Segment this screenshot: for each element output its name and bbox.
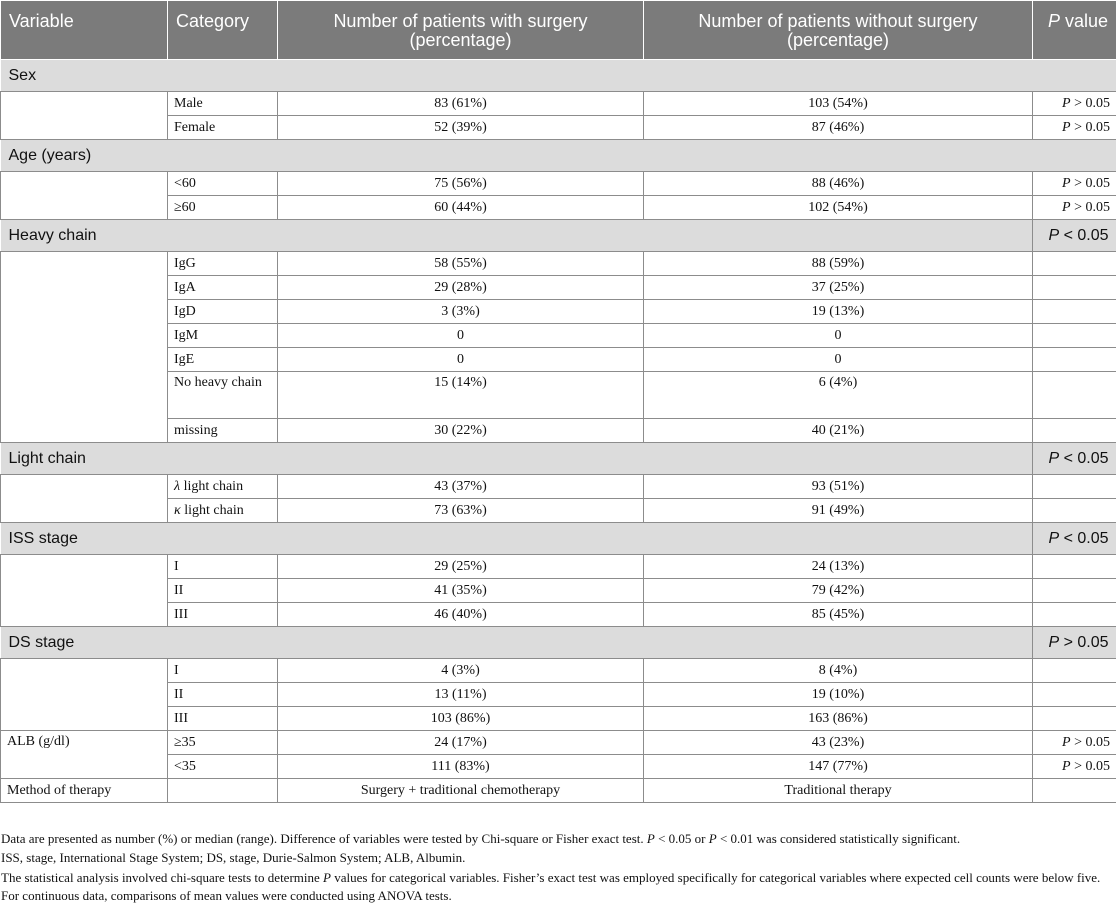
without-surgery-cell: 0 bbox=[644, 348, 1033, 372]
with-surgery-cell: 13 (11%) bbox=[278, 683, 644, 707]
with-surgery-cell: 52 (39%) bbox=[278, 116, 644, 140]
without-surgery-cell: 40 (21%) bbox=[644, 419, 1033, 443]
header-variable: Variable bbox=[1, 1, 168, 60]
with-surgery-cell: 83 (61%) bbox=[278, 92, 644, 116]
group-row-heavy-chain bbox=[1, 220, 1116, 252]
without-surgery-cell: 79 (42%) bbox=[644, 579, 1033, 603]
table-row bbox=[1, 779, 1116, 803]
variable-cell-alb: ALB (g/dl) bbox=[1, 731, 168, 779]
with-surgery-cell: 29 (28%) bbox=[278, 276, 644, 300]
without-surgery-cell: 88 (59%) bbox=[644, 252, 1033, 276]
table-row bbox=[1, 252, 1116, 276]
category-cell: II bbox=[168, 683, 278, 707]
table-row bbox=[1, 324, 1116, 348]
group-p-value: P < 0.05 bbox=[1033, 523, 1116, 555]
p-value-cell: P > 0.05 bbox=[1033, 196, 1116, 220]
group-p-value: P > 0.05 bbox=[1033, 627, 1116, 659]
category-cell: IgE bbox=[168, 348, 278, 372]
p-value-cell: P > 0.05 bbox=[1033, 116, 1116, 140]
group-row-sex bbox=[1, 60, 1116, 92]
header-with-surgery: Number of patients with surgery (percentage) bbox=[278, 1, 644, 60]
category-cell: No heavy chain bbox=[168, 372, 278, 419]
group-label: Heavy chain bbox=[1, 220, 1033, 252]
category-cell: missing bbox=[168, 419, 278, 443]
without-surgery-cell: 0 bbox=[644, 324, 1033, 348]
group-label: Sex bbox=[1, 60, 1116, 92]
category-cell: ≥60 bbox=[168, 196, 278, 220]
with-surgery-cell: 46 (40%) bbox=[278, 603, 644, 627]
table-row bbox=[1, 172, 1116, 196]
without-surgery-cell: 43 (23%) bbox=[644, 731, 1033, 755]
without-surgery-cell: 8 (4%) bbox=[644, 659, 1033, 683]
table-row bbox=[1, 116, 1116, 140]
p-value-cell: P > 0.05 bbox=[1033, 755, 1116, 779]
variable-cell-therapy: Method of therapy bbox=[1, 779, 168, 803]
header-p-value: P value bbox=[1033, 1, 1116, 60]
category-cell: I bbox=[168, 555, 278, 579]
category-cell: III bbox=[168, 603, 278, 627]
category-cell: Female bbox=[168, 116, 278, 140]
without-surgery-cell: 19 (10%) bbox=[644, 683, 1033, 707]
with-surgery-cell: 73 (63%) bbox=[278, 499, 644, 523]
with-surgery-cell: 111 (83%) bbox=[278, 755, 644, 779]
without-surgery-cell: 88 (46%) bbox=[644, 172, 1033, 196]
without-surgery-cell: 147 (77%) bbox=[644, 755, 1033, 779]
category-cell: λ light chain bbox=[168, 475, 278, 499]
table-row bbox=[1, 372, 1116, 419]
table-footnote-3: The statistical analysis involved chi-square tests to determine P values for categorical variables. Fisher’s exact test was employed specifically for categorical variables where expected cell counts were below five. For continuous data, comparisons of mean values were conducted using ANOVA tests. bbox=[1, 870, 1101, 903]
p-value-cell: P > 0.05 bbox=[1033, 172, 1116, 196]
header-category: Category bbox=[168, 1, 278, 60]
category-cell: II bbox=[168, 579, 278, 603]
without-surgery-cell: 93 (51%) bbox=[644, 475, 1033, 499]
group-label: ISS stage bbox=[1, 523, 1033, 555]
without-surgery-cell: 85 (45%) bbox=[644, 603, 1033, 627]
category-cell: <35 bbox=[168, 755, 278, 779]
without-surgery-cell: 102 (54%) bbox=[644, 196, 1033, 220]
with-surgery-cell: 43 (37%) bbox=[278, 475, 644, 499]
category-cell: κ light chain bbox=[168, 499, 278, 523]
group-row-iss-stage bbox=[1, 523, 1116, 555]
table-row bbox=[1, 603, 1116, 627]
category-cell: IgG bbox=[168, 252, 278, 276]
without-surgery-cell: 163 (86%) bbox=[644, 707, 1033, 731]
category-cell: IgM bbox=[168, 324, 278, 348]
table-row bbox=[1, 419, 1116, 443]
without-surgery-cell: 19 (13%) bbox=[644, 300, 1033, 324]
category-cell: Male bbox=[168, 92, 278, 116]
group-label: Light chain bbox=[1, 443, 1033, 475]
table-row bbox=[1, 196, 1116, 220]
with-surgery-cell: 0 bbox=[278, 324, 644, 348]
with-surgery-cell: 60 (44%) bbox=[278, 196, 644, 220]
category-cell: IgA bbox=[168, 276, 278, 300]
table-row bbox=[1, 755, 1116, 779]
with-surgery-cell: 29 (25%) bbox=[278, 555, 644, 579]
without-surgery-cell: 6 (4%) bbox=[644, 372, 1033, 419]
with-surgery-cell: 75 (56%) bbox=[278, 172, 644, 196]
with-surgery-cell: Surgery + traditional chemotherapy bbox=[278, 779, 644, 803]
table-row bbox=[1, 731, 1116, 755]
without-surgery-cell: 91 (49%) bbox=[644, 499, 1033, 523]
table-row bbox=[1, 555, 1116, 579]
group-p-value: P < 0.05 bbox=[1033, 443, 1116, 475]
category-cell: <60 bbox=[168, 172, 278, 196]
p-value-cell: P > 0.05 bbox=[1033, 92, 1116, 116]
category-cell: I bbox=[168, 659, 278, 683]
group-row-light-chain bbox=[1, 443, 1116, 475]
group-row-ds-stage bbox=[1, 627, 1116, 659]
with-surgery-cell: 15 (14%) bbox=[278, 372, 644, 419]
with-surgery-cell: 0 bbox=[278, 348, 644, 372]
without-surgery-cell: 37 (25%) bbox=[644, 276, 1033, 300]
table-row bbox=[1, 707, 1116, 731]
group-row-age bbox=[1, 140, 1116, 172]
category-cell: III bbox=[168, 707, 278, 731]
header-row bbox=[1, 1, 1116, 60]
without-surgery-cell: 103 (54%) bbox=[644, 92, 1033, 116]
table-row bbox=[1, 683, 1116, 707]
without-surgery-cell: Traditional therapy bbox=[644, 779, 1033, 803]
group-label: DS stage bbox=[1, 627, 1033, 659]
table-row bbox=[1, 348, 1116, 372]
table-row bbox=[1, 579, 1116, 603]
without-surgery-cell: 87 (46%) bbox=[644, 116, 1033, 140]
table-row bbox=[1, 659, 1116, 683]
with-surgery-cell: 3 (3%) bbox=[278, 300, 644, 324]
without-surgery-cell: 24 (13%) bbox=[644, 555, 1033, 579]
group-label: Age (years) bbox=[1, 140, 1116, 172]
table-row bbox=[1, 92, 1116, 116]
with-surgery-cell: 41 (35%) bbox=[278, 579, 644, 603]
table-footnote-1: Data are presented as number (%) or median (range). Difference of variables were tested by Chi-square or Fisher exact test. P < 0.05 or P < 0.01 was considered statistically significant. bbox=[1, 831, 961, 846]
p-value-cell: P > 0.05 bbox=[1033, 731, 1116, 755]
table-footnote-2: ISS, stage, International Stage System; DS, stage, Durie-Salmon System; ALB, Albumin. bbox=[1, 850, 466, 865]
with-surgery-cell: 4 (3%) bbox=[278, 659, 644, 683]
table-row bbox=[1, 300, 1116, 324]
category-cell: IgD bbox=[168, 300, 278, 324]
header-without-surgery: Number of patients without surgery (percentage) bbox=[644, 1, 1033, 60]
with-surgery-cell: 30 (22%) bbox=[278, 419, 644, 443]
with-surgery-cell: 58 (55%) bbox=[278, 252, 644, 276]
category-cell: ≥35 bbox=[168, 731, 278, 755]
with-surgery-cell: 103 (86%) bbox=[278, 707, 644, 731]
table-row bbox=[1, 499, 1116, 523]
table-row bbox=[1, 475, 1116, 499]
table-row bbox=[1, 276, 1116, 300]
with-surgery-cell: 24 (17%) bbox=[278, 731, 644, 755]
group-p-value: P < 0.05 bbox=[1033, 220, 1116, 252]
